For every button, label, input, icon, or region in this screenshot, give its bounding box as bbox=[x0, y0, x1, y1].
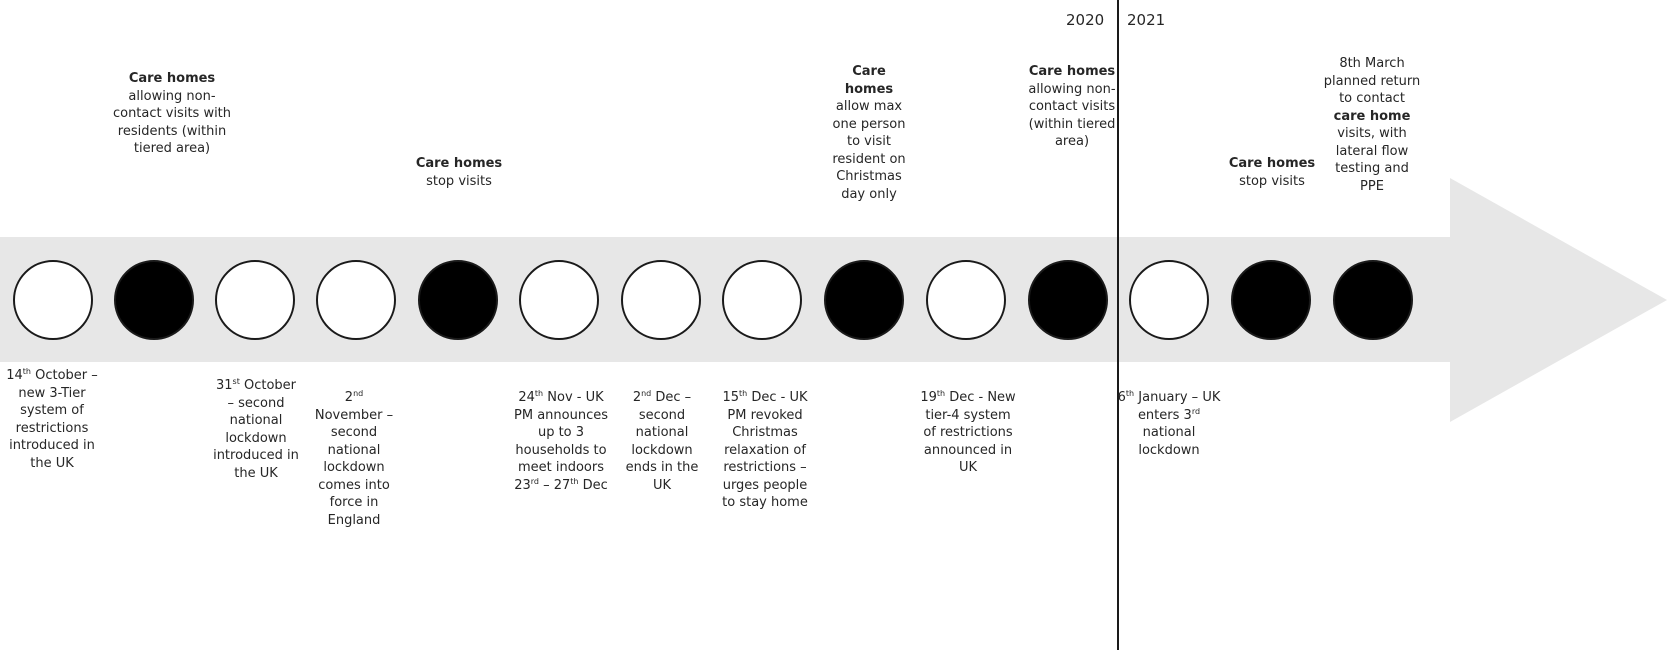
label-bold: Care homes bbox=[844, 64, 894, 97]
event-circle-white bbox=[316, 260, 396, 340]
label-day: 6 bbox=[1117, 390, 1126, 405]
label-day: 19 bbox=[920, 390, 937, 405]
year-label-2021: 2021 bbox=[1127, 11, 1166, 29]
label-text: visits, with lateral flow testing and PPE bbox=[1335, 126, 1409, 194]
top-label-march-return bbox=[1322, 55, 1422, 195]
event-circle-black bbox=[1333, 260, 1413, 340]
label-text: stop visits bbox=[1239, 173, 1305, 189]
top-label-care-homes-allowing bbox=[112, 70, 232, 158]
bottom-label-2-november bbox=[311, 389, 397, 529]
label-sup: st bbox=[232, 377, 240, 386]
label-day: 14 bbox=[6, 368, 23, 383]
label-sup: th bbox=[22, 367, 31, 376]
event-circle-white bbox=[519, 260, 599, 340]
label-day: 24 bbox=[518, 390, 535, 405]
label-day-2: 3 bbox=[1183, 407, 1192, 423]
bottom-label-31-october bbox=[213, 377, 299, 482]
event-circle-white bbox=[926, 260, 1006, 340]
label-bold: Care homes bbox=[1228, 156, 1316, 171]
label-bold: Care homes bbox=[415, 156, 503, 171]
label-day: 2 bbox=[632, 390, 642, 405]
label-text: allowing non-contact visits (within tiered area) bbox=[1028, 81, 1116, 149]
event-circle-white bbox=[621, 260, 701, 340]
event-circle-white bbox=[13, 260, 93, 340]
label-bold: care home bbox=[1333, 108, 1411, 124]
label-text: January – UK enters bbox=[1137, 390, 1221, 423]
label-sup-2: rd bbox=[530, 476, 539, 486]
bottom-label-19-dec bbox=[918, 389, 1018, 477]
year-label-2020: 2020 bbox=[1066, 11, 1105, 29]
label-sup-2: rd bbox=[1191, 406, 1201, 416]
top-label-care-homes-christmas bbox=[826, 63, 912, 203]
label-text: 8th March planned return to contact bbox=[1323, 56, 1421, 106]
label-text: Dec - New tier-4 system of restrictions announced in UK bbox=[923, 390, 1016, 475]
top-label-care-homes-stop bbox=[409, 155, 509, 190]
label-text: allowing non-contact visits with residents (within tiered area) bbox=[112, 88, 232, 156]
top-label-care-homes-stop-2 bbox=[1222, 155, 1322, 190]
event-circle-white bbox=[1129, 260, 1209, 340]
bottom-label-15-dec bbox=[722, 389, 808, 512]
label-mid: – 27 bbox=[543, 477, 571, 493]
label-bold: Care homes bbox=[128, 71, 216, 86]
bottom-label-6-january bbox=[1117, 389, 1221, 459]
bottom-label-14-october bbox=[2, 367, 102, 472]
top-label-care-homes-allowing-2 bbox=[1022, 63, 1122, 151]
event-circle-black bbox=[1231, 260, 1311, 340]
label-sup: th bbox=[1125, 389, 1135, 398]
label-text: allow max one person to visit resident on Christmas day only bbox=[832, 99, 906, 202]
label-text: stop visits bbox=[426, 173, 492, 189]
label-sup: th bbox=[739, 389, 748, 398]
bottom-label-2-dec bbox=[621, 389, 703, 494]
label-text: Dec - UK PM revoked Christmas relaxation of restrictions – urges people to stay home bbox=[722, 390, 808, 510]
label-sup-3: th bbox=[570, 476, 579, 486]
event-circle-white bbox=[722, 260, 802, 340]
label-sup: th bbox=[534, 389, 544, 398]
event-circle-black bbox=[114, 260, 194, 340]
label-end: national lockdown bbox=[1138, 425, 1200, 458]
label-day: 15 bbox=[722, 390, 740, 405]
event-circle-white bbox=[215, 260, 295, 340]
event-circle-black bbox=[418, 260, 498, 340]
label-sup: nd bbox=[353, 389, 364, 398]
label-end: Dec bbox=[582, 477, 608, 493]
label-bold: Care homes bbox=[1028, 64, 1116, 79]
label-day-2: 23 bbox=[514, 477, 531, 493]
event-circle-black bbox=[824, 260, 904, 340]
label-text: Dec – second national lockdown ends in the UK bbox=[625, 390, 699, 493]
label-day: 2 bbox=[344, 390, 354, 405]
label-text: October – second national lockdown introduced in the UK bbox=[213, 378, 299, 481]
event-circle-black bbox=[1028, 260, 1108, 340]
label-text: November – second national lockdown comes into force in England bbox=[314, 407, 394, 528]
bottom-label-24-nov bbox=[513, 389, 609, 494]
label-sup: th bbox=[936, 389, 946, 398]
label-text: Nov - UK PM announces up to 3 households to meet indoors bbox=[514, 390, 608, 475]
label-day: 31 bbox=[215, 378, 233, 393]
label-text: October – new 3-Tier system of restrictions introduced in the UK bbox=[9, 368, 98, 471]
label-sup: nd bbox=[641, 389, 652, 398]
